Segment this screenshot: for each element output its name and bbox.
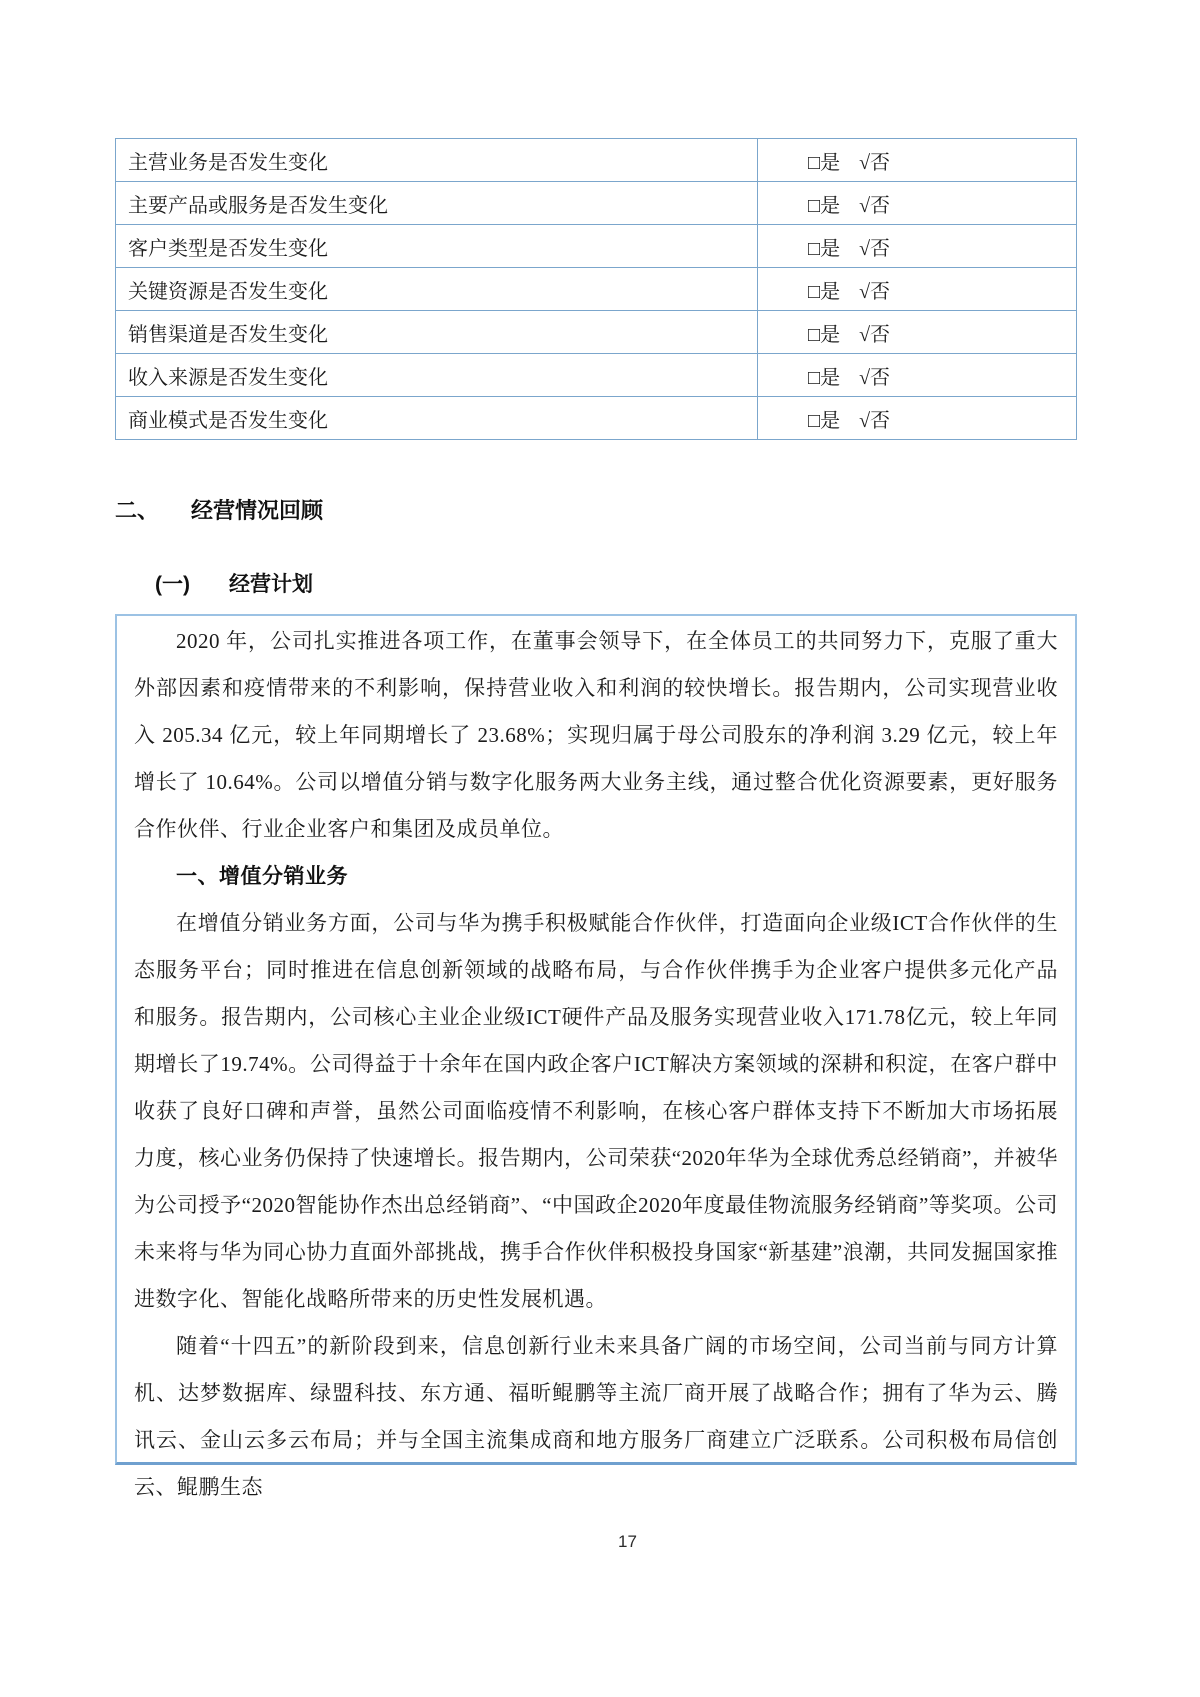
table-row	[116, 139, 1077, 182]
table-row	[116, 397, 1077, 440]
checklist-question: 收入来源是否发生变化	[116, 354, 758, 397]
checklist-answer: □是 √否	[758, 182, 1077, 225]
checklist-question: 客户类型是否发生变化	[116, 225, 758, 268]
section-heading-operating-review	[115, 494, 323, 525]
subsection-heading-operating-plan	[155, 568, 313, 598]
change-checklist-table	[115, 138, 1077, 440]
checklist-answer: □是 √否	[758, 268, 1077, 311]
checklist-question: 主营业务是否发生变化	[116, 139, 758, 182]
paragraph-distribution-business: 在增值分销业务方面，公司与华为携手积极赋能合作伙伴，打造面向企业级ICT合作伙伴的生态服务平台；同时推进在信息创新领域的战略布局，与合作伙伴携手为企业客户提供多元化产品和服务。报告期内，公司核心主业企业级ICT硬件产品及服务实现营业收入171.78亿元，较上年同期增长了19.74%。公司得益于十余年在国内政企客户ICT解决方案领域的深耕和积淀，在客户群中收获了良好口碑和声誉，虽然公司面临疫情不利影响，在核心客户群体支持下不断加大市场拓展力度，核心业务仍保持了快速增长。报告期内，公司荣获“2020年华为全球优秀总经销商”，并被华为公司授予“2020智能协作杰出总经销商”、“中国政企2020年度最佳物流服务经销商”等奖项。公司未来将与华为同心协力直面外部挑战，携手合作伙伴积极投身国家“新基建”浪潮，共同发掘国家推进数字化、智能化战略所带来的历史性发展机遇。	[134, 911, 1058, 1311]
checklist-question: 关键资源是否发生变化	[116, 268, 758, 311]
table-row	[116, 268, 1077, 311]
checklist-answer: □是 √否	[758, 397, 1077, 440]
section-title: 经营情况回顾	[191, 498, 324, 523]
checklist-question: 主要产品或服务是否发生变化	[116, 182, 758, 225]
checklist-answer: □是 √否	[758, 225, 1077, 268]
subheading-value-added-distribution: 一、增值分销业务	[176, 865, 348, 888]
checklist-answer: □是 √否	[758, 354, 1077, 397]
page-number: 17	[618, 1532, 637, 1551]
subsection-number: (一)	[155, 573, 190, 596]
checklist-answer: □是 √否	[758, 139, 1077, 182]
table-row	[116, 182, 1077, 225]
paragraph-annual-overview: 2020 年，公司扎实推进各项工作，在董事会领导下，在全体员工的共同努力下，克服了重大外部因素和疫情带来的不利影响，保持营业收入和利润的较快增长。报告期内，公司实现营业收入 205.34 亿元，较上年同期增长了 23.68%；实现归属于母公司股东的净利润 3.29 亿元，较上年增长了 10.64%。公司以增值分销与数字化服务两大业务主线，通过整合优化资源要素，更好服务合作伙伴、行业企业客户和集团及成员单位。	[134, 629, 1058, 841]
table-row	[116, 311, 1077, 354]
section-number: 二、	[115, 498, 160, 523]
checklist-answer: □是 √否	[758, 311, 1077, 354]
paragraph-market-outlook: 随着“十四五”的新阶段到来，信息创新行业未来具备广阔的市场空间，公司当前与同方计算机、达梦数据库、绿盟科技、东方通、福昕鲲鹏等主流厂商开展了战略合作；拥有了华为云、腾讯云、金山云多云布局；并与全国主流集成商和地方服务厂商建立广泛联系。公司积极布局信创云、鲲鹏生态	[134, 1334, 1058, 1499]
operating-review-textbox	[115, 614, 1077, 1499]
table-row	[116, 225, 1077, 268]
subsection-title: 经营计划	[229, 573, 313, 596]
table-row	[116, 354, 1077, 397]
checklist-question: 销售渠道是否发生变化	[116, 311, 758, 354]
checklist-question: 商业模式是否发生变化	[116, 397, 758, 440]
